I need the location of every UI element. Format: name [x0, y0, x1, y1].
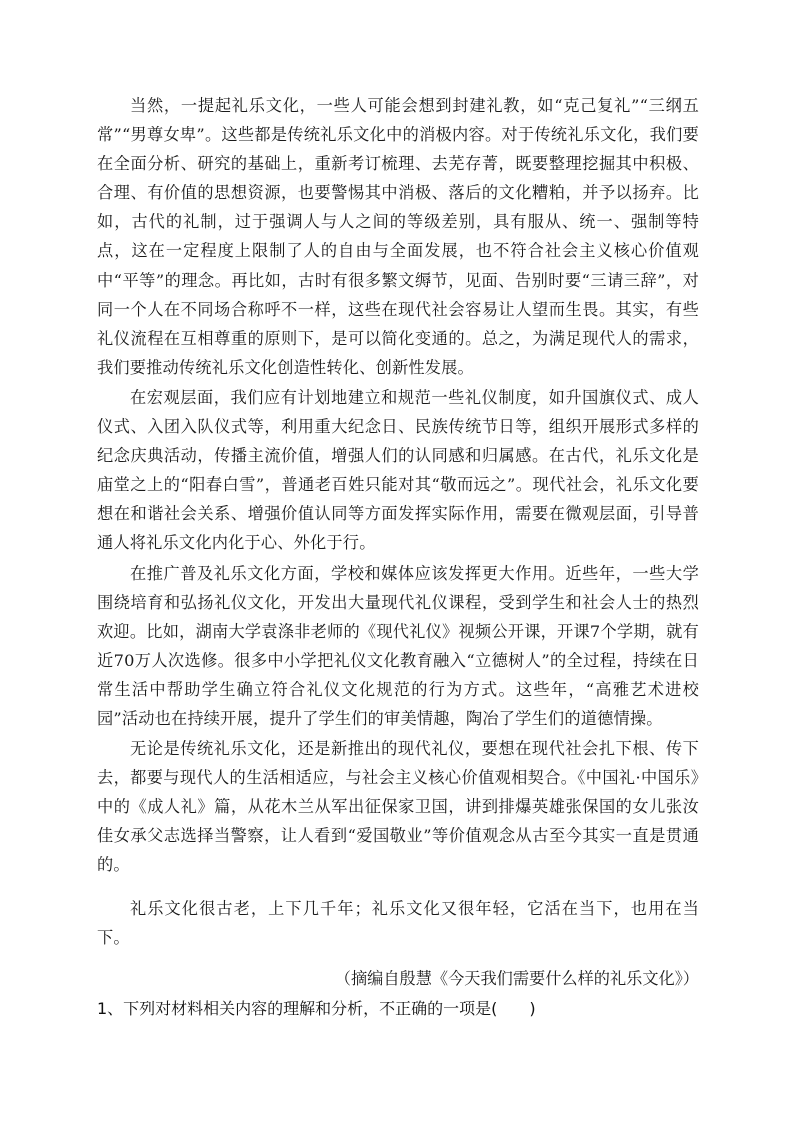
paragraph-3: 在推广普及礼乐文化方面，学校和媒体应该发挥更大作用。近些年，一些大学围绕培育和弘扬礼仪文化，开发出大量现代礼仪课程，受到学生和社会人士的热烈欢迎。比如，湖南大学袁涤非老师的《现代礼仪》视频公开课，开课7个学期，就有近70万人次选修。很多中小学把礼仪文化教育融入“立德树人”的全过程，持续在日常生活中帮助学生确立符合礼仪文化规范的行为方式。这些年，“高雅艺术进校园”活动也在持续开展，提升了学生们的审美情趣，陶冶了学生们的道德情操。 — [97, 563, 699, 728]
source-citation: （摘编自殷慧《今天我们需要什么样的礼乐文化》） — [334, 968, 699, 988]
paragraph-4: 无论是传统礼乐文化，还是新推出的现代礼仪，要想在现代社会扎下根、传下去，都要与现代人的生活相适应，与社会主义核心价值观相契合。《中国礼·中国乐》中的《成人礼》篇，从花木兰从军出征保家卫国，讲到排爆英雄张保国的女儿张汝佳女承父志选择当警察，让人看到“爱国敬业”等价值观念从古至今其实一直是贯通的。 — [97, 739, 699, 875]
paragraph-5: 礼乐文化很古老，上下几千年；礼乐文化又很年轻，它活在当下，也用在当下。 — [97, 898, 699, 947]
paragraph-1: 当然，一提起礼乐文化，一些人可能会想到封建礼教，如“克己复礼”“三纲五常”“男尊女卑”。这些都是传统礼乐文化中的消极内容。对于传统礼乐文化，我们要在全面分析、研究的基础上，重新考订梳理、去芜存菁，既要整理挖掘其中积极、合理、有价值的思想资源，也要警惕其中消极、落后的文化糟粕，并予以扬弃。比如，古代的礼制，过于强调人与人之间的等级差别，具有服从、统一、强制等特点，这在一定程度上限制了人的自由与全面发展，也不符合社会主义核心价值观中“平等”的理念。再比如，古时有很多繁文缛节，见面、告别时要“三请三辞”，对同一个人在不同场合称呼不一样，这些在现代社会容易让人望而生畏。其实，有些礼仪流程在互相尊重的原则下，是可以简化变通的。总之，为满足现代人的需求，我们要推动传统礼乐文化创造性转化、创新性发展。 — [97, 96, 699, 377]
article-body — [97, 91, 699, 993]
question-1: 1、下列对材料相关内容的理解和分析，不正确的一项是( ) — [97, 999, 536, 1018]
paragraph-2: 在宏观层面，我们应有计划地建立和规范一些礼仪制度，如升国旗仪式、成人仪式、入团入队仪式等，利用重大纪念日、民族传统节日等，组织开展形式多样的纪念庆典活动，传播主流价值，增强人们的认同感和归属感。在古代，礼乐文化是庙堂之上的“阳春白雪”，普通老百姓只能对其“敬而远之”。现代社会，礼乐文化要想在和谐社会关系、增强价值认同等方面发挥实际作用，需要在微观层面，引导普通人将礼乐文化内化于心、外化于行。 — [97, 387, 699, 553]
